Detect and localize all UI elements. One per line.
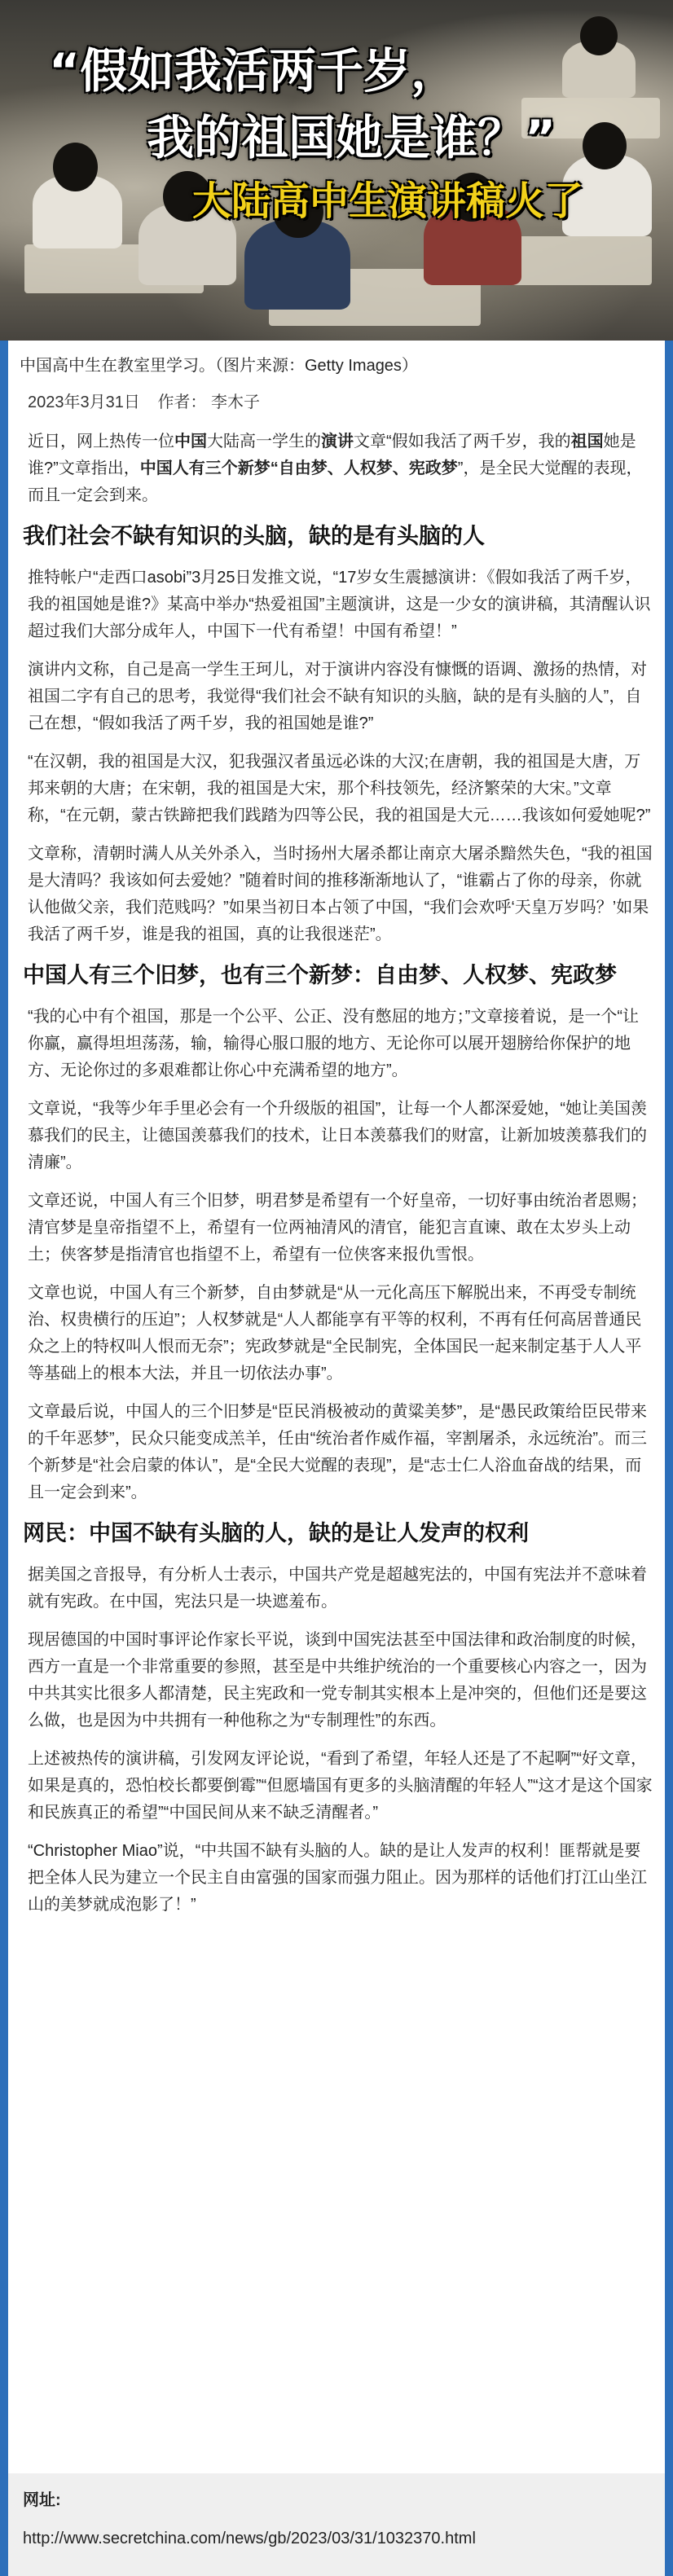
source-box <box>8 2473 665 2576</box>
intro-text: 近日，网上热传一位 <box>28 433 174 451</box>
headline-line-2: 我的祖国她是谁？” <box>147 110 556 165</box>
body-paragraph: 文章也说，中国人有三个新梦，自由梦就是“从一元化高压下解脱出来，不再受专制统治、权贵横行的压迫”；人权梦就是“人人都能享有平等的权利，不再有任何高居普通民众之上的特权叫人恨而无奈”；宪政梦就是“全民制宪，全体国民一起来制定基于人人平等基础上的根本大法，并且一切依法办事”。 <box>28 1284 642 1383</box>
body-paragraph: “在汉朝，我的祖国是大汉，犯我强汉者虽远必诛的大汉;在唐朝，我的祖国是大唐，万邦来朝的大唐；在宋朝，我的祖国是大宋，那个科技领先，经济繁荣的大宋。”文章称，“在元朝，蒙古铁蹄把我们践踏为四等公民，我的祖国是大元……我该如何爱她呢?” <box>28 753 651 824</box>
intro-text: 她是谁?”文章指出， <box>28 433 636 477</box>
headline-line-1: “假如我活两千岁， <box>49 43 459 99</box>
body-paragraph: 文章最后说，中国人的三个旧梦是“臣民消极被动的黄粱美梦”，是“愚民政策给臣民带来的千年恶梦”，民众只能变成羔羊，任由“统治者作威作福，宰割屠杀，永远统治”。而三个新梦是“社会启蒙的体认”，是“全民大觉醒的表现”，是“志士仁人浴血奋战的结果，而且一定会到来”。 <box>28 1403 647 1501</box>
student-head <box>580 16 618 55</box>
body-paragraph: “我的心中有个祖国，那是一个公平、公正、没有憋屈的地方；”文章接着说，是一个“让你赢，赢得坦坦荡荡，输，输得心服口服的地方、无论你可以展开翅膀给你保护的地方、无论你过的多艰难都让你心中充满希望的地方”。 <box>28 1008 639 1079</box>
body-paragraph: 文章称，清朝时满人从关外杀入，当时扬州大屠杀都让南京大屠杀黯然失色，“我的祖国是大清吗？我该如何去爱她？”随着时间的推移渐渐地认了，“谁霸占了你的母亲，你就认他做父亲，我们范贱吗？”如果当初日本占领了中国，“我们会欢呼‘天皇万岁吗？’如果我活了两千岁，谁是我的祖国，真的让我很迷茫”。 <box>28 845 653 943</box>
intro-paragraph <box>28 429 653 509</box>
body-paragraph: 文章说，“我等少年手里必会有一个升级版的祖国”，让每一个人都深爱她，“她让美国羡慕我们的民主，让德国羡慕我们的技术，让日本羡慕我们的财富，让新加坡羡慕我们的清廉”。 <box>28 1100 647 1172</box>
intro-text: 大陆高一学生的 <box>207 433 321 451</box>
student-head <box>53 143 98 191</box>
student-head <box>583 122 627 169</box>
intro-bold: 中国 <box>174 433 207 451</box>
section-heading: 网民：中国不缺有头脑的人，缺的是让人发声的权利 <box>23 1521 529 1545</box>
photo-caption: 中国高中生在教室里学习。（图片来源：Getty Images） <box>20 357 418 375</box>
body-paragraph: 演讲内文称，自己是高一学生王珂儿，对于演讲内容没有慷慨的语调、激扬的热情，对祖国二字有自己的思考，我觉得“我们社会不缺有知识的头脑，缺的是有头脑的人”，自己在想，“假如我活了两千岁，我的祖国她是谁?” <box>28 661 647 732</box>
intro-bold: 祖国 <box>570 433 604 451</box>
source-url-link[interactable]: http://www.secretchina.com/news/gb/2023/03/31/1032370.html <box>23 2530 476 2547</box>
body-paragraph: 上述被热传的演讲稿，引发网友评论说，“看到了希望，年轻人还是了不起啊”“好文章，如果是真的，恐怕校长都要倒霉”“但愿墙国有更多的头脑清醒的年轻人”“这才是这个国家和民族真正的希望”“中国民间从来不缺乏清醒者。” <box>28 1750 653 1822</box>
body-paragraph: 现居德国的中国时事评论作家长平说，谈到中国宪法甚至中国法律和政治制度的时候，西方一直是一个非常重要的参照，甚至是中共维护统治的一个重要核心内容之一，因为中共其实比很多人都清楚，民主宪政和一党专制其实根本上是冲突的，但他们还是要这么做，也是因为中共拥有一种他称之为“专制理性”的东西。 <box>28 1631 647 1730</box>
intro-text: 文章“假如我活了两千岁，我的 <box>354 433 571 451</box>
headline-line-3: 大陆高中生演讲稿火了 <box>192 178 584 224</box>
intro-bold: 中国人有三个新梦“自由梦、人权梦、宪政梦 <box>139 459 458 477</box>
body-paragraph: 文章还说，中国人有三个旧梦，明君梦是希望有一个好皇帝，一切好事由统治者恩赐；清官梦是皇帝指望不上，希望有一位两袖清风的清官，能犯言直谏、敢在太岁头上动土；侠客梦是指清官也指望不上，希望有一位侠客来报仇雪恨。 <box>28 1192 647 1264</box>
body-paragraph: 据美国之音报导，有分析人士表示，中国共产党是超越宪法的，中国有宪法并不意味着就有宪政。在中国，宪法只是一块遮羞布。 <box>28 1566 647 1611</box>
article-meta <box>28 389 653 412</box>
author: 作者： 李木子 <box>157 393 260 411</box>
publish-date: 2023年3月31日 <box>28 393 140 411</box>
source-label: 网址: <box>23 2491 61 2509</box>
section-heading: 我们社会不缺有知识的头脑，缺的是有头脑的人 <box>23 524 485 548</box>
body-paragraph: “Christopher Miao”说，“中共国不缺有头脑的人。缺的是让人发声的权利！匪帮就是要把全体人民为建立一个民主自由富强的国家而强力阻止。因为那样的话他们打江山坐江山的美梦就成泡影了！” <box>28 1842 647 1914</box>
article-body <box>8 341 665 2576</box>
hero-photo <box>0 0 673 341</box>
section-heading: 中国人有三个旧梦，也有三个新梦：自由梦、人权梦、宪政梦 <box>23 963 617 987</box>
intro-text: ”，是全民大觉醒的表现，而且一定会到来。 <box>28 459 643 504</box>
intro-bold: 演讲 <box>321 433 354 451</box>
body-paragraph: 推特帐户“走西口asobi”3月25日发推文说，“17岁女生震撼演讲：《假如我活了两千岁，我的祖国她是谁?》某高中举办“热爱祖国”主题演讲，这是一少女的演讲稿，其清醒认识超过我们大部分成年人，中国下一代有希望！中国有希望！” <box>28 569 651 640</box>
